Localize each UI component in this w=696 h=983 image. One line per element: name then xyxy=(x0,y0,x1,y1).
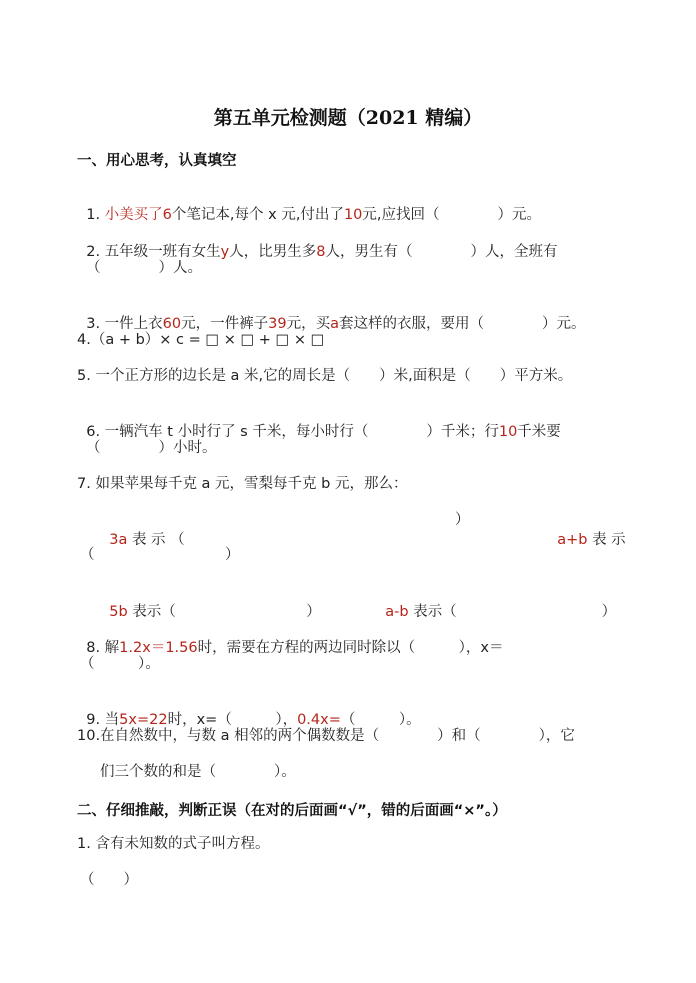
question-5: 5. 一个正方形的边长是 a 米,它的周长是（ ）米,面积是（ ）平方米。 xyxy=(77,368,573,384)
question-4: 4.（a + b）× c = □ × □ + □ × □ xyxy=(77,332,325,348)
section-heading-fill-in: 一、用心思考，认真填空 xyxy=(77,153,237,169)
question-7: 7. 如果苹果每千克 a 元，雪梨每千克 b 元，那么： xyxy=(77,476,408,492)
question-1: 1. 小美买了6个笔记本,每个 x 元,付出了10元,应找回（ ）元。 xyxy=(86,207,541,223)
question-8-cont: （ ）。 xyxy=(80,656,160,672)
question-8: 8. 解1.2x＝1.56时，需要在方程的两边同时除以（ ），x＝ xyxy=(86,640,504,656)
question-7-line-a-close: ） xyxy=(455,512,470,528)
page-title: 第五单元检测题（2021 精编） xyxy=(213,107,483,129)
question-2: 2. 五年级一班有女生y人，比男生多8人，男生有（ ）人，全班有 xyxy=(86,244,558,260)
question-7-line-b: （ ） xyxy=(80,547,240,563)
question-2-cont: （ ）人。 xyxy=(86,260,202,276)
question-3: 3. 一件上衣60元，一件裤子39元，买a套这样的衣服，要用（ ）元。 xyxy=(86,316,586,332)
question-10-cont: 们三个数的和是（ ）。 xyxy=(100,764,296,780)
question-6-cont: （ ）小时。 xyxy=(86,440,217,456)
question-7-line-c: 5b 表示（ ） xyxy=(109,604,321,620)
question-7-line-c-right: a-b 表示（ ） xyxy=(385,604,617,620)
question-6: 6. 一辆汽车 t 小时行了 s 千米，每小时行（ ）千米；行10千米要 xyxy=(86,424,561,440)
question-7-line-a-right: a+b 表 示 xyxy=(557,532,626,548)
judge-question-1-answer: （ ） xyxy=(80,872,138,888)
question-9: 9. 当5x=22时，x=（ ），0.4x=（ ）。 xyxy=(86,712,421,728)
question-10: 10.在自然数中，与数 a 相邻的两个偶数数是（ ）和（ ），它 xyxy=(77,728,575,744)
section-heading-true-false: 二、仔细推敲，判断正误（在对的后面画“√”，错的后面画“×”。） xyxy=(77,803,507,819)
judge-question-1: 1. 含有未知数的式子叫方程。 xyxy=(77,836,270,852)
question-7-line-a: 3a 表 示 （ xyxy=(109,532,185,548)
